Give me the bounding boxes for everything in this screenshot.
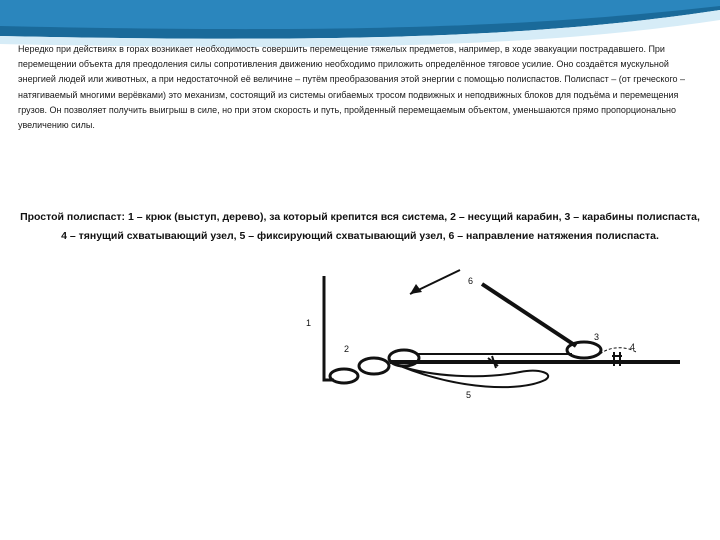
label-1: 1 [306,318,312,328]
label-6: 6 [468,276,474,286]
label-4: 4 [630,342,636,352]
pulley-diagram [300,268,700,408]
label-3: 3 [594,332,600,342]
pull-rope [482,284,576,346]
label-2: 2 [344,344,350,354]
intro-paragraph: Нередко при действиях в горах возникает необходимость совершить перемещение тяжелых предметов, например, в ходе эвакуации пострадавшего. При перемещении объекта для преодоления силы сопротивления движению необходимо приложить определённое тяговое усилие. Оно создаётся мускульной энергией людей или животных, а при недостаточной её величине – путём преобразования этой энергии с помощью полиспастов. Полиспаст – (от греческого – натягиваемый многими верёвками) это механизм, состоящий из системы огибаемых тросом подвижных и неподвижных блоков для подъёма и перемещения грузов. Он позволяет получить выигрыш в силе, но при этом скорость и путь, пройденный перемещаемым объектом, уменьшаются прямо пропорционально увеличению силы. [18,44,686,131]
anchor-carabiner [330,369,358,383]
lower-loop [400,366,548,387]
label-5: 5 [466,390,472,400]
hook-mark [324,276,334,380]
figure-caption: Простой полиспаст: 1 – крюк (выступ, дерево), за который крепится вся система, 2 – несущий карабин, 3 – карабины полиспаста, 4 – тянущий схватывающий узел, 5 – фиксирующий схватывающий узел, 6 – направление натяжения полиспаста. [20,211,700,242]
